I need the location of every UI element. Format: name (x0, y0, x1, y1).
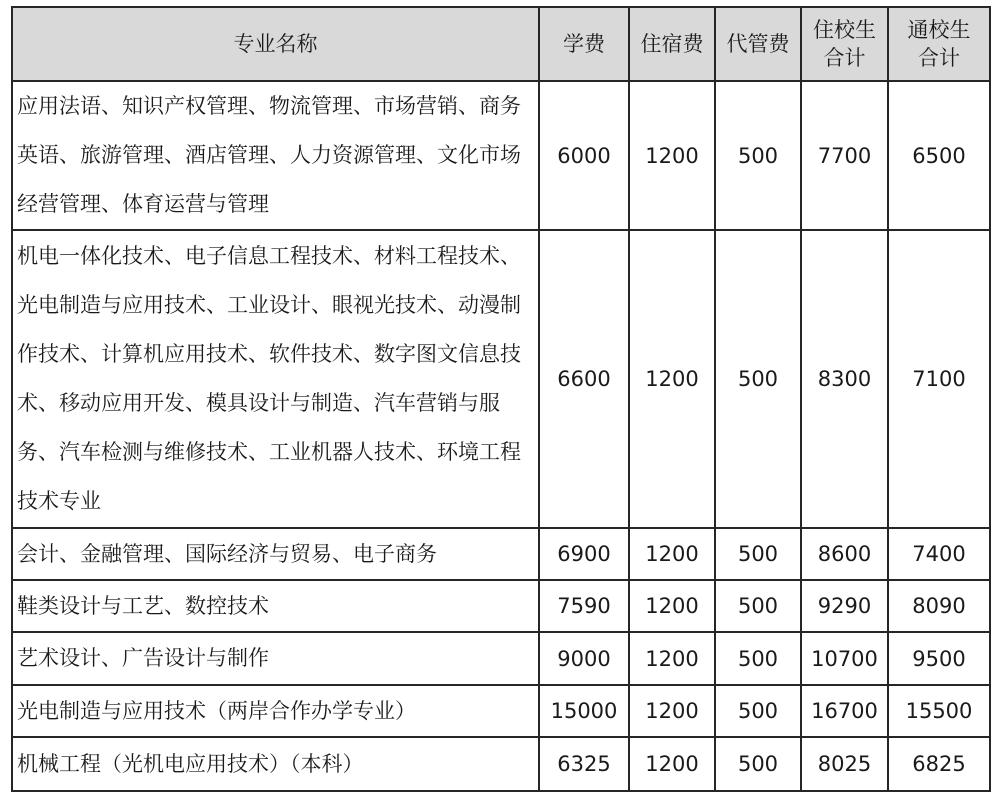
table-row (12, 685, 990, 737)
fee-table (11, 6, 991, 792)
cell-custody: 500 (715, 685, 801, 737)
cell-accommodation: 1200 (629, 81, 715, 230)
cell-resident-total: 9290 (801, 580, 888, 632)
table-row (12, 580, 990, 632)
cell-custody: 500 (715, 737, 801, 791)
header-major: 专业名称 (12, 7, 539, 81)
cell-accommodation: 1200 (629, 685, 715, 737)
cell-accommodation: 1200 (629, 528, 715, 580)
cell-tuition: 15000 (539, 685, 629, 737)
cell-commuter-total: 7400 (888, 528, 990, 580)
header-commuter-total (888, 7, 990, 81)
cell-resident-total: 10700 (801, 632, 888, 685)
cell-major: 机械工程（光机电应用技术）（本科） (12, 737, 539, 791)
table-row (12, 632, 990, 685)
cell-resident-total: 8300 (801, 230, 888, 528)
cell-tuition: 6900 (539, 528, 629, 580)
header-tuition: 学费 (539, 7, 629, 81)
cell-major: 机电一体化技术、电子信息工程技术、材料工程技术、光电制造与应用技术、工业设计、眼视光技术、动漫制作技术、计算机应用技术、软件技术、数字图文信息技术、移动应用开发、模具设计与制造、汽车营销与服务、汽车检测与维修技术、工业机器人技术、环境工程技术专业 (12, 230, 539, 528)
table-row (12, 528, 990, 580)
cell-tuition: 6000 (539, 81, 629, 230)
cell-commuter-total: 6825 (888, 737, 990, 791)
header-resident-total (801, 7, 888, 81)
cell-custody: 500 (715, 81, 801, 230)
header-custody: 代管费 (715, 7, 801, 81)
cell-custody: 500 (715, 632, 801, 685)
cell-resident-total: 8025 (801, 737, 888, 791)
cell-major: 应用法语、知识产权管理、物流管理、市场营销、商务英语、旅游管理、酒店管理、人力资源管理、文化市场经营管理、体育运营与管理 (12, 81, 539, 230)
cell-tuition: 6325 (539, 737, 629, 791)
cell-custody: 500 (715, 528, 801, 580)
cell-resident-total: 16700 (801, 685, 888, 737)
header-commuter-total-line1: 通校生 (907, 18, 971, 42)
table-row (12, 230, 990, 528)
cell-accommodation: 1200 (629, 580, 715, 632)
cell-major: 光电制造与应用技术（两岸合作办学专业） (12, 685, 539, 737)
cell-accommodation: 1200 (629, 230, 715, 528)
cell-tuition: 7590 (539, 580, 629, 632)
cell-accommodation: 1200 (629, 632, 715, 685)
cell-resident-total: 8600 (801, 528, 888, 580)
cell-commuter-total: 8090 (888, 580, 990, 632)
cell-commuter-total: 7100 (888, 230, 990, 528)
cell-commuter-total: 15500 (888, 685, 990, 737)
table-row (12, 737, 990, 791)
table-row (12, 81, 990, 230)
cell-major: 鞋类设计与工艺、数控技术 (12, 580, 539, 632)
cell-major: 会计、金融管理、国际经济与贸易、电子商务 (12, 528, 539, 580)
header-accommodation: 住宿费 (629, 7, 715, 81)
cell-custody: 500 (715, 580, 801, 632)
header-resident-total-line2: 合计 (823, 46, 866, 70)
cell-accommodation: 1200 (629, 737, 715, 791)
cell-custody: 500 (715, 230, 801, 528)
header-resident-total-line1: 住校生 (813, 18, 876, 42)
cell-tuition: 9000 (539, 632, 629, 685)
cell-tuition: 6600 (539, 230, 629, 528)
cell-major: 艺术设计、广告设计与制作 (12, 632, 539, 685)
table-header-row (12, 7, 990, 81)
header-commuter-total-line2: 合计 (918, 46, 960, 70)
cell-commuter-total: 6500 (888, 81, 990, 230)
cell-resident-total: 7700 (801, 81, 888, 230)
cell-commuter-total: 9500 (888, 632, 990, 685)
